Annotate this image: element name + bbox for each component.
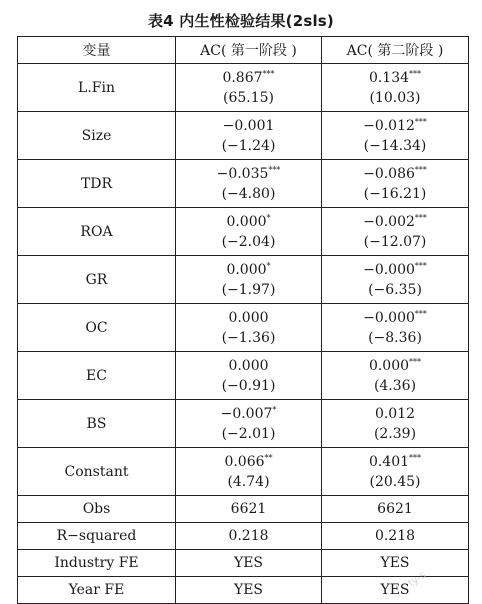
coefficient-value: 0.867 xyxy=(222,69,263,86)
second-stage-cell xyxy=(322,304,469,352)
coefficient-value: 0.000 xyxy=(368,357,410,374)
t-statistic: (10.03) xyxy=(369,89,421,106)
second-stage-cell xyxy=(322,448,469,496)
variable-name: L.Fin xyxy=(18,64,176,112)
variable-name: EC xyxy=(18,352,176,400)
table-row xyxy=(18,256,469,304)
table-row xyxy=(18,112,469,160)
significance-stars: * xyxy=(272,404,277,414)
second-stage-summary: 0.218 xyxy=(322,523,469,550)
table-row xyxy=(18,208,469,256)
t-statistic: (−0.91) xyxy=(221,377,276,394)
variable-name: TDR xyxy=(18,160,176,208)
significance-stars: * xyxy=(266,212,271,222)
second-stage-cell xyxy=(322,208,469,256)
significance-stars: *** xyxy=(268,164,281,174)
second-stage-cell xyxy=(322,112,469,160)
significance-stars: *** xyxy=(262,68,275,78)
first-stage-cell xyxy=(176,400,322,448)
coefficient-value: −0.012 xyxy=(363,117,415,134)
t-statistic: (−2.04) xyxy=(221,233,276,250)
t-statistic: (2.39) xyxy=(373,425,417,442)
first-stage-summary: 6621 xyxy=(176,496,322,523)
summary-label: Industry FE xyxy=(18,550,176,577)
variable-name: OC xyxy=(18,304,176,352)
second-stage-summary: YES xyxy=(322,577,469,604)
first-stage-cell xyxy=(176,448,322,496)
t-statistic: (−8.36) xyxy=(368,329,422,346)
coefficient-value: −0.002 xyxy=(363,213,415,230)
t-statistic: (4.36) xyxy=(373,377,417,394)
second-stage-summary: 6621 xyxy=(322,496,469,523)
second-stage-cell xyxy=(322,160,469,208)
header-second-stage: AC( 第二阶段 ) xyxy=(322,37,469,64)
significance-stars: *** xyxy=(414,212,427,222)
table-title: 表4 内生性检验结果(2sls) xyxy=(147,12,334,30)
table-row xyxy=(18,400,469,448)
coefficient-value: −0.035 xyxy=(216,165,269,182)
table-row xyxy=(18,352,469,400)
coefficient-value: 0.401 xyxy=(368,453,410,470)
significance-stars: *** xyxy=(409,452,422,462)
summary-label: Obs xyxy=(18,496,176,523)
coefficient-value: 0.000 xyxy=(226,261,267,278)
t-statistic: (−1.36) xyxy=(221,329,276,346)
summary-label: Year FE xyxy=(18,577,176,604)
summary-row xyxy=(18,523,469,550)
table-row xyxy=(18,64,469,112)
coefficient-value: −0.001 xyxy=(222,117,275,134)
coefficient-value: −0.000 xyxy=(363,309,415,326)
t-statistic: (−14.34) xyxy=(363,137,427,154)
variable-name: BS xyxy=(18,400,176,448)
table-row xyxy=(18,448,469,496)
second-stage-summary: YES xyxy=(322,550,469,577)
t-statistic: (65.15) xyxy=(222,89,274,106)
table-row xyxy=(18,160,469,208)
coefficient-value: 0.000 xyxy=(228,309,269,326)
first-stage-cell xyxy=(176,352,322,400)
results-table xyxy=(17,36,469,604)
first-stage-cell xyxy=(176,160,322,208)
significance-stars: *** xyxy=(414,164,427,174)
t-statistic: (4.74) xyxy=(227,473,270,490)
t-statistic: (−16.21) xyxy=(363,185,427,202)
summary-row xyxy=(18,577,469,604)
t-statistic: (−6.35) xyxy=(368,281,422,298)
watermark: ty-s xyxy=(406,569,428,590)
first-stage-summary: 0.218 xyxy=(176,523,322,550)
coefficient-value: 0.012 xyxy=(374,405,416,422)
variable-name: ROA xyxy=(18,208,176,256)
significance-stars: *** xyxy=(414,308,427,318)
t-statistic: (−1.97) xyxy=(221,281,276,298)
first-stage-cell xyxy=(176,64,322,112)
header-variable: 变量 xyxy=(18,37,176,64)
coefficient-value: 0.066 xyxy=(224,453,265,470)
t-statistic: (−1.24) xyxy=(221,137,276,154)
t-statistic: (−2.01) xyxy=(221,425,276,442)
coefficient-value: 0.000 xyxy=(228,357,269,374)
summary-row xyxy=(18,550,469,577)
second-stage-cell xyxy=(322,256,469,304)
second-stage-cell xyxy=(322,352,469,400)
t-statistic: (20.45) xyxy=(369,473,421,490)
variable-name: Size xyxy=(18,112,176,160)
table-row xyxy=(18,304,469,352)
significance-stars: * xyxy=(266,260,271,270)
second-stage-cell xyxy=(322,64,469,112)
first-stage-cell xyxy=(176,112,322,160)
coefficient-value: −0.000 xyxy=(363,261,415,278)
variable-name: GR xyxy=(18,256,176,304)
summary-row xyxy=(18,496,469,523)
first-stage-summary: YES xyxy=(176,577,322,604)
significance-stars: *** xyxy=(409,356,422,366)
t-statistic: (−12.07) xyxy=(363,233,427,250)
coefficient-value: −0.007 xyxy=(220,405,273,422)
first-stage-summary: YES xyxy=(176,550,322,577)
t-statistic: (−4.80) xyxy=(221,185,276,202)
significance-stars: *** xyxy=(409,68,422,78)
coefficient-value: 0.134 xyxy=(368,69,410,86)
coefficient-value: −0.086 xyxy=(363,165,415,182)
significance-stars: *** xyxy=(414,260,427,270)
significance-stars: *** xyxy=(414,116,427,126)
summary-label: R−squared xyxy=(18,523,176,550)
coefficient-value: 0.000 xyxy=(226,213,267,230)
first-stage-cell xyxy=(176,304,322,352)
significance-stars: ** xyxy=(264,452,273,462)
second-stage-cell xyxy=(322,400,469,448)
variable-name: Constant xyxy=(18,448,176,496)
header-row xyxy=(18,37,469,64)
first-stage-cell xyxy=(176,208,322,256)
header-first-stage: AC( 第一阶段 ) xyxy=(176,37,322,64)
first-stage-cell xyxy=(176,256,322,304)
